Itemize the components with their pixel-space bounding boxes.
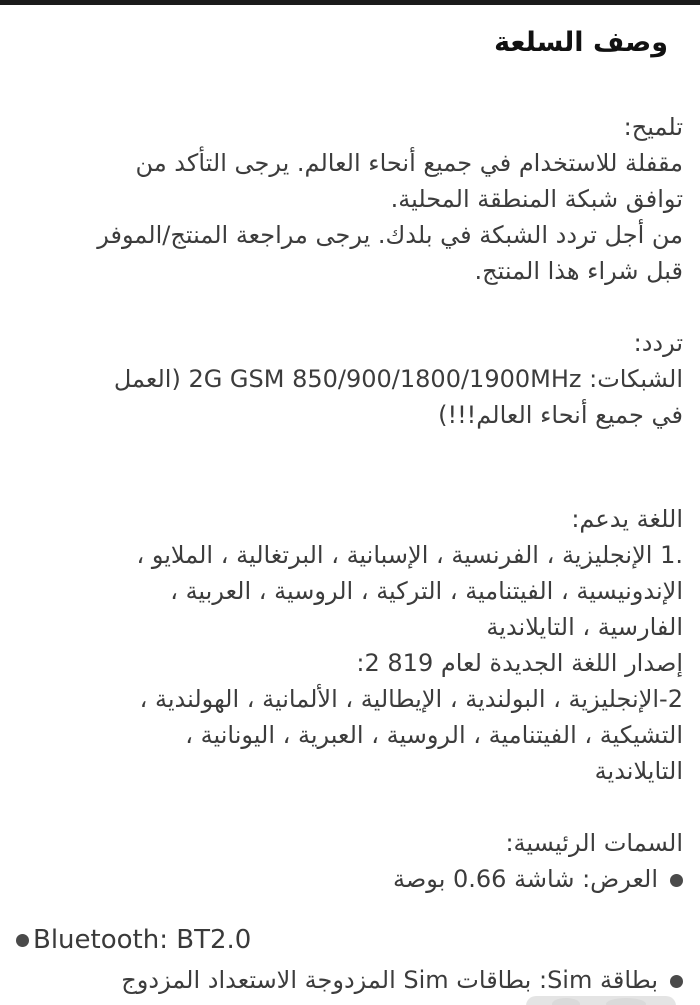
languages-line: إصدار اللغة الجديدة لعام 819 2:: [356, 649, 683, 677]
tip-heading: تلميح:: [623, 113, 683, 141]
tip-line: قبل شراء هذا المنتج.: [474, 257, 683, 285]
frequency-line: الشبكات: 2G GSM 850/900/1800/1900MHz (العمل: [113, 365, 683, 393]
bullet-icon: [670, 874, 683, 887]
feature-sim-text: بطاقة Sim: بطاقات Sim المزدوجة الاستعداد المزدوج: [121, 966, 658, 994]
feature-display-text: العرض: شاشة 0.66 بوصة: [393, 865, 658, 893]
description-body: [22, 109, 683, 897]
frequency-line: في جميع أنحاء العالم!!!): [438, 401, 683, 429]
languages-line: الإندونيسية ، الفيتنامية ، التركية ، الروسية ، العربية ،: [170, 577, 683, 605]
bullet-icon: [16, 934, 29, 947]
feature-display-item: [22, 861, 683, 897]
spacer: [22, 289, 683, 325]
languages-block: [22, 501, 683, 789]
features-heading: السمات الرئيسية:: [505, 829, 683, 857]
feature-bluetooth-item: [16, 925, 251, 955]
spacer: [22, 433, 683, 501]
watermark-logo: [526, 990, 676, 1005]
tip-line: من أجل تردد الشبكة في بلدك. يرجى مراجعة المنتج/الموفر: [97, 221, 683, 249]
section-title: وصف السلعة: [494, 27, 668, 58]
languages-line: .1 الإنجليزية ، الفرنسية ، الإسبانية ، البرتغالية ، الملايو ،: [136, 541, 683, 569]
product-description-page: [0, 5, 700, 1005]
languages-line: التشيكية ، الفيتنامية ، الروسية ، العبرية ، اليونانية ،: [185, 721, 683, 749]
languages-line: التايلاندية: [594, 757, 683, 785]
frequency-heading: تردد:: [633, 329, 683, 357]
feature-bluetooth-text: Bluetooth: BT2.0: [33, 925, 252, 955]
frequency-block: [22, 325, 683, 433]
tip-line: توافق شبكة المنطقة المحلية.: [390, 185, 683, 213]
bullet-icon: [670, 975, 683, 988]
tip-block: [22, 109, 683, 289]
languages-heading: اللغة يدعم:: [571, 505, 683, 533]
languages-line: الفارسية ، التايلاندية: [486, 613, 683, 641]
spacer: [22, 789, 683, 825]
features-block: [22, 825, 683, 897]
languages-line: 2-الإنجليزية ، البولندية ، الإيطالية ، الألمانية ، الهولندية ،: [139, 685, 683, 713]
tip-line: مقفلة للاستخدام في جميع أنحاء العالم. يرجى التأكد من: [135, 149, 683, 177]
